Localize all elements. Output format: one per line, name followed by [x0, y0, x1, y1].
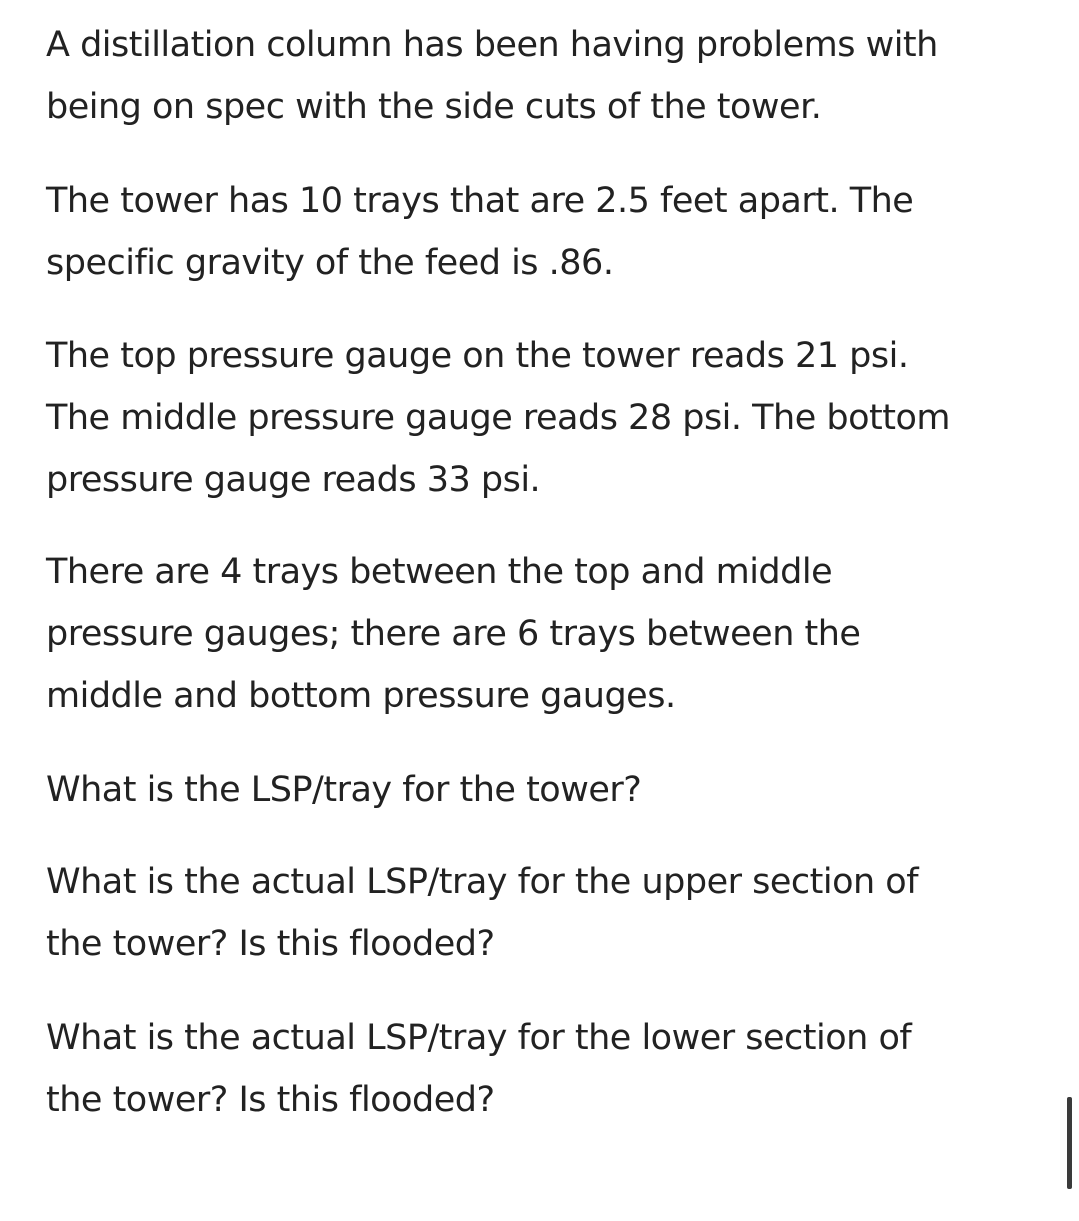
text-line: What is the actual LSP/tray for the lower section of [46, 1018, 912, 1058]
question-text-block [46, 14, 1046, 1131]
text-line: The middle pressure gauge reads 28 psi. The bottom [46, 398, 950, 438]
question-lsp-tray [46, 759, 1046, 821]
text-line: pressure gauge reads 33 psi. [46, 460, 541, 500]
text-line: What is the LSP/tray for the tower? [46, 770, 642, 810]
question-lower-section [46, 1007, 1046, 1131]
text-line: the tower? Is this flooded? [46, 924, 495, 964]
text-line: the tower? Is this flooded? [46, 1080, 495, 1120]
paragraph-tray-counts [46, 541, 1046, 727]
question-upper-section [46, 851, 1046, 975]
paragraph-pressure-readings [46, 325, 1046, 511]
text-line: The tower has 10 trays that are 2.5 feet apart. The [46, 181, 914, 221]
text-line: being on spec with the side cuts of the tower. [46, 87, 822, 127]
text-line: What is the actual LSP/tray for the upper section of [46, 862, 919, 902]
paragraph-tower-specs [46, 170, 1046, 294]
text-line: specific gravity of the feed is .86. [46, 243, 614, 283]
text-line: A distillation column has been having problems with [46, 25, 938, 65]
text-line: The top pressure gauge on the tower reads 21 psi. [46, 336, 909, 376]
text-line: There are 4 trays between the top and middle [46, 552, 833, 592]
text-line: pressure gauges; there are 6 trays between the [46, 614, 861, 654]
paragraph-intro [46, 14, 1046, 138]
scrollbar-thumb[interactable] [1067, 1097, 1072, 1189]
text-line: middle and bottom pressure gauges. [46, 676, 676, 716]
